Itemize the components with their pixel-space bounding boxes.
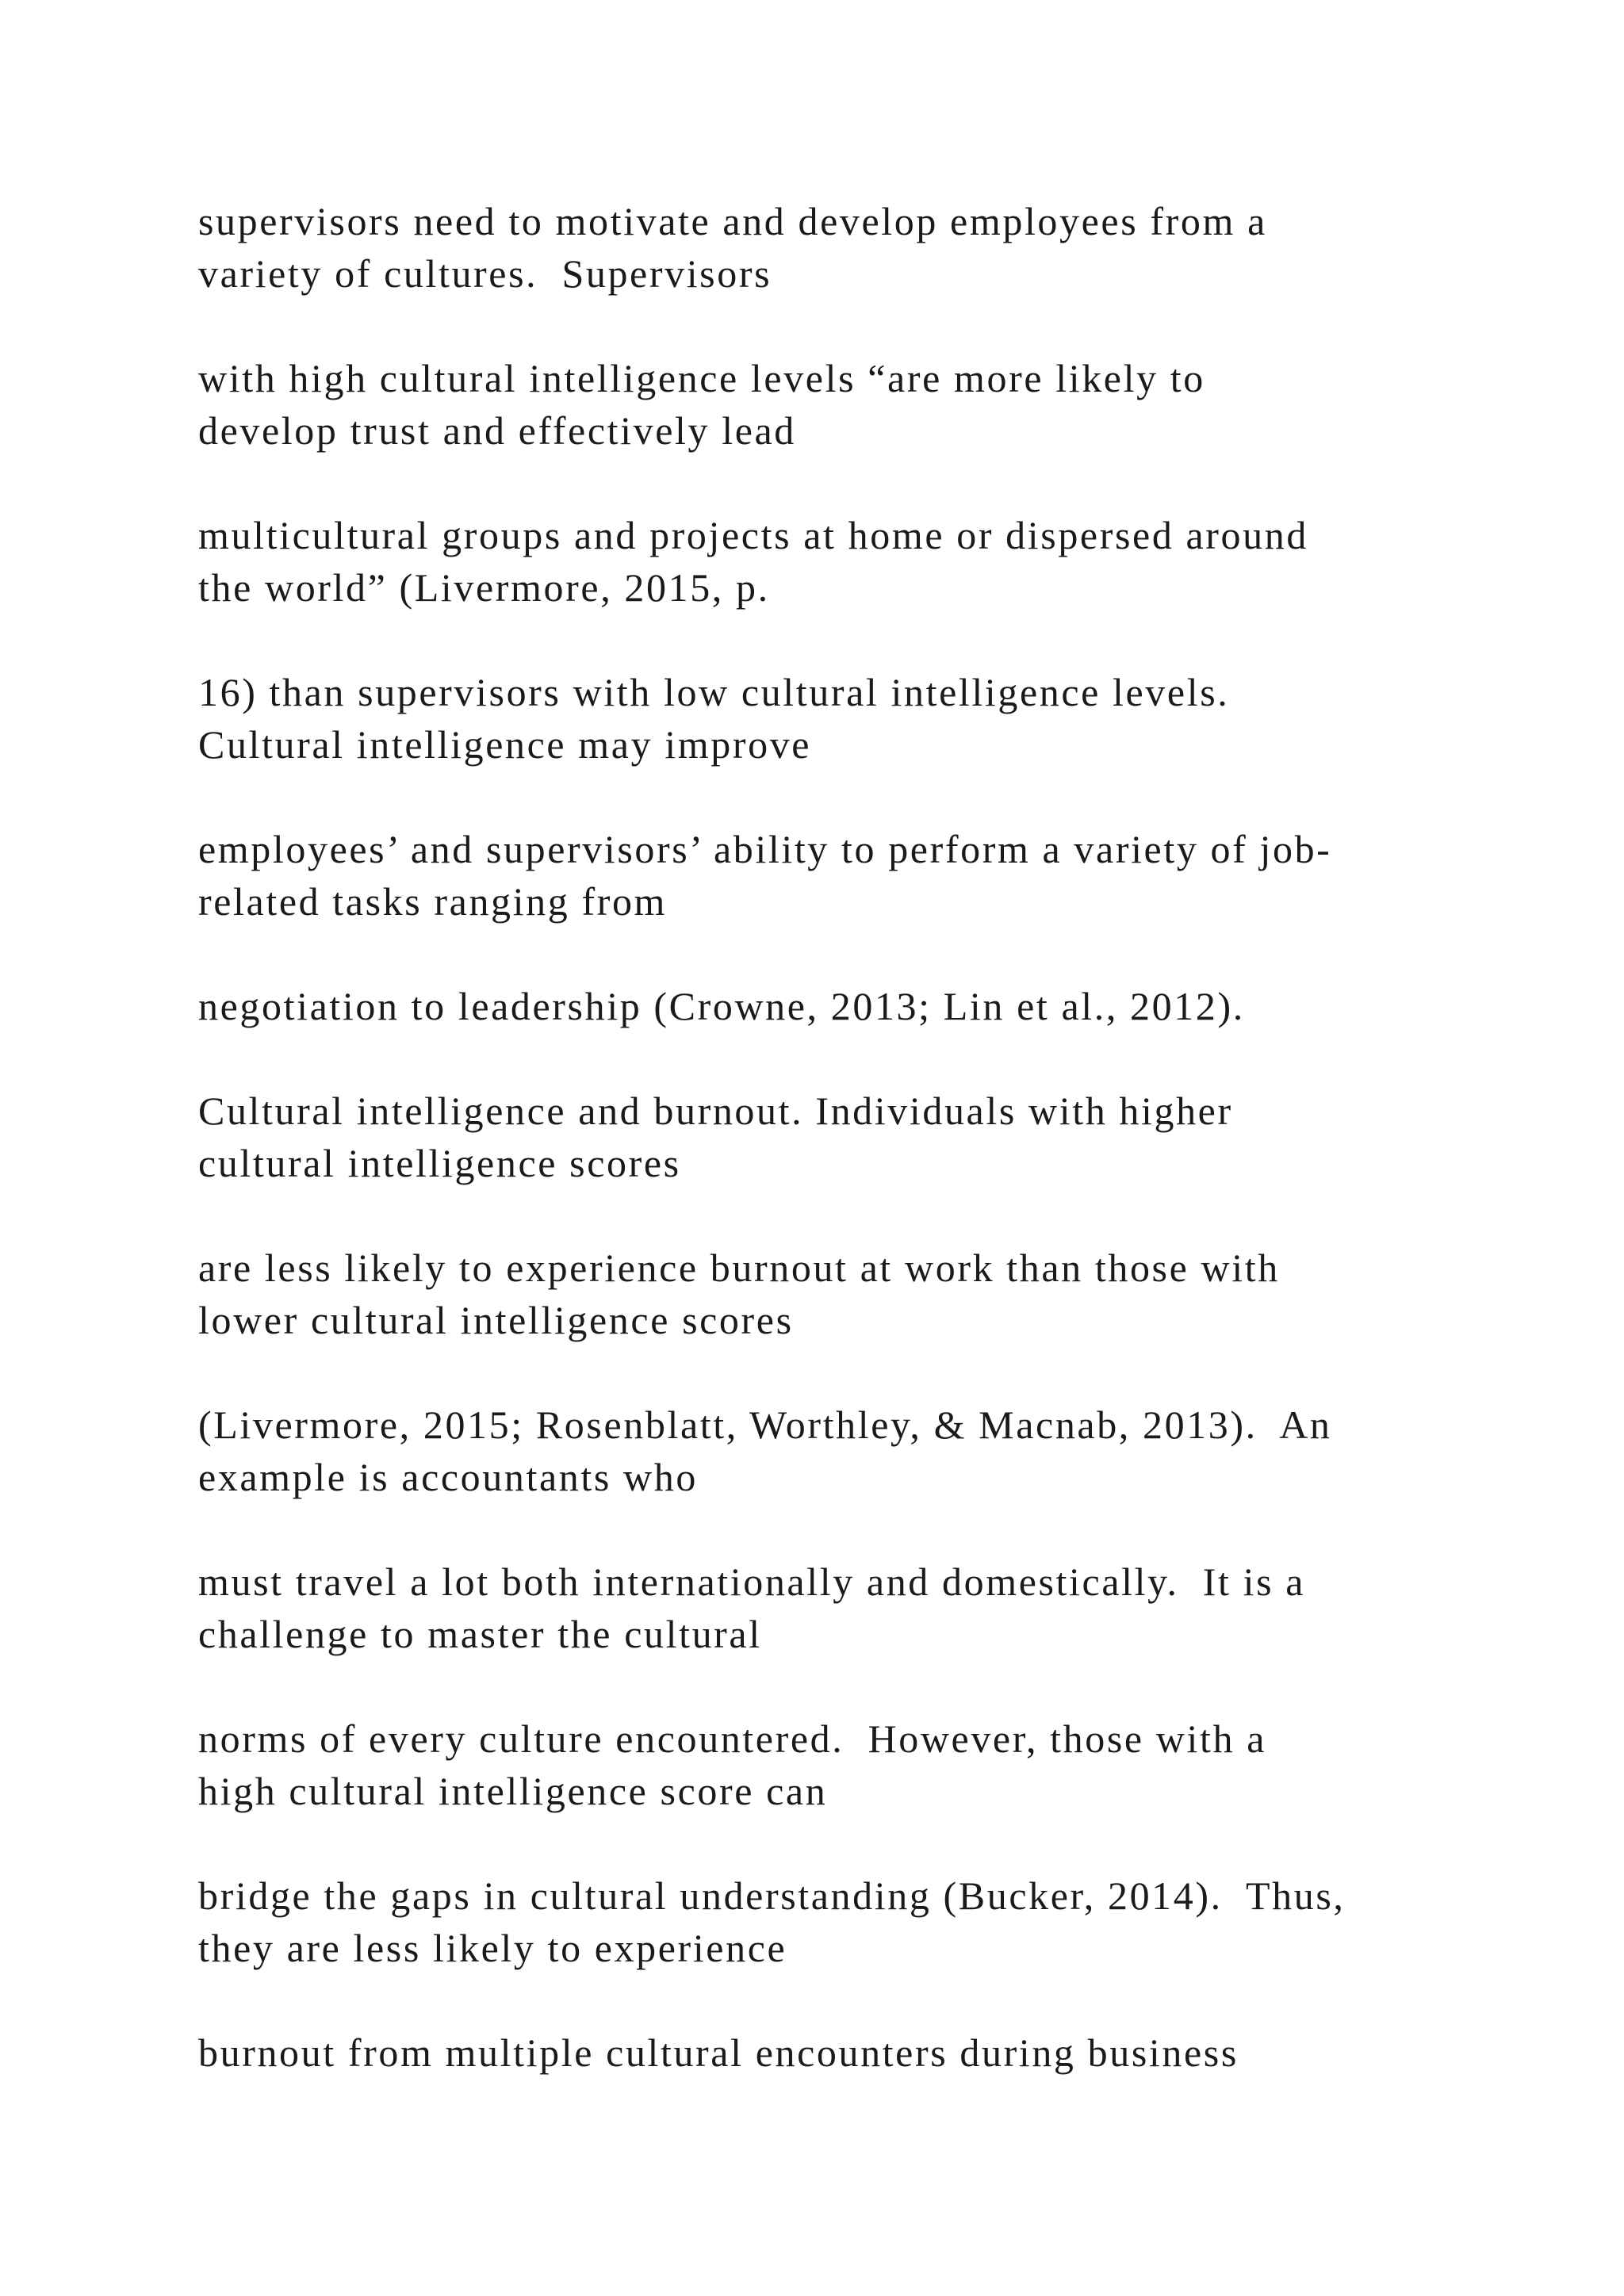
text-line: variety of cultures. Supervisors bbox=[198, 251, 772, 296]
paragraph bbox=[198, 980, 1507, 1032]
paragraph bbox=[198, 1556, 1507, 1660]
paragraph bbox=[198, 1869, 1507, 1974]
text-line: cultural intelligence scores bbox=[198, 1141, 681, 1185]
text-line: (Livermore, 2015; Rosenblatt, Worthley, & Macnab, 2013). An bbox=[198, 1402, 1332, 1447]
paragraph bbox=[198, 823, 1507, 928]
text-line: 16) than supervisors with low cultural intelligence levels. bbox=[198, 670, 1230, 714]
paragraph bbox=[198, 1399, 1507, 1503]
text-line: negotiation to leadership (Crowne, 2013; Lin et al., 2012). bbox=[198, 984, 1245, 1028]
text-line: Cultural intelligence and burnout. Individuals with higher bbox=[198, 1089, 1233, 1133]
text-line: burnout from multiple cultural encounters during business bbox=[198, 2030, 1239, 2075]
paragraph bbox=[198, 1085, 1507, 1189]
paragraph bbox=[198, 1712, 1507, 1817]
text-line: bridge the gaps in cultural understanding (Bucker, 2014). Thus, bbox=[198, 1873, 1346, 1918]
text-line: Cultural intelligence may improve bbox=[198, 722, 812, 767]
text-line: develop trust and effectively lead bbox=[198, 408, 796, 453]
paragraph bbox=[198, 509, 1507, 614]
text-line: they are less likely to experience bbox=[198, 1926, 787, 1970]
text-line: must travel a lot both internationally and domestically. It is a bbox=[198, 1559, 1306, 1604]
text-line: related tasks ranging from bbox=[198, 879, 668, 924]
paragraph bbox=[198, 352, 1507, 457]
text-line: lower cultural intelligence scores bbox=[198, 1298, 794, 1342]
body-text bbox=[198, 195, 1507, 2131]
paragraph bbox=[198, 666, 1507, 771]
paragraph bbox=[198, 1242, 1507, 1346]
text-line: are less likely to experience burnout at work than those with bbox=[198, 1246, 1280, 1290]
paragraph bbox=[198, 195, 1507, 300]
text-line: norms of every culture encountered. However, those with a bbox=[198, 1716, 1266, 1761]
text-line: employees’ and supervisors’ ability to perform a variety of job- bbox=[198, 827, 1332, 871]
text-line: example is accountants who bbox=[198, 1455, 698, 1499]
text-line: challenge to master the cultural bbox=[198, 1612, 762, 1656]
text-line: multicultural groups and projects at home or dispersed around bbox=[198, 513, 1308, 557]
paragraph bbox=[198, 2026, 1507, 2079]
text-line: with high cultural intelligence levels “are more likely to bbox=[198, 356, 1205, 400]
text-line: high cultural intelligence score can bbox=[198, 1769, 828, 1813]
text-line: supervisors need to motivate and develop employees from a bbox=[198, 199, 1267, 243]
text-line: the world” (Livermore, 2015, p. bbox=[198, 565, 770, 610]
